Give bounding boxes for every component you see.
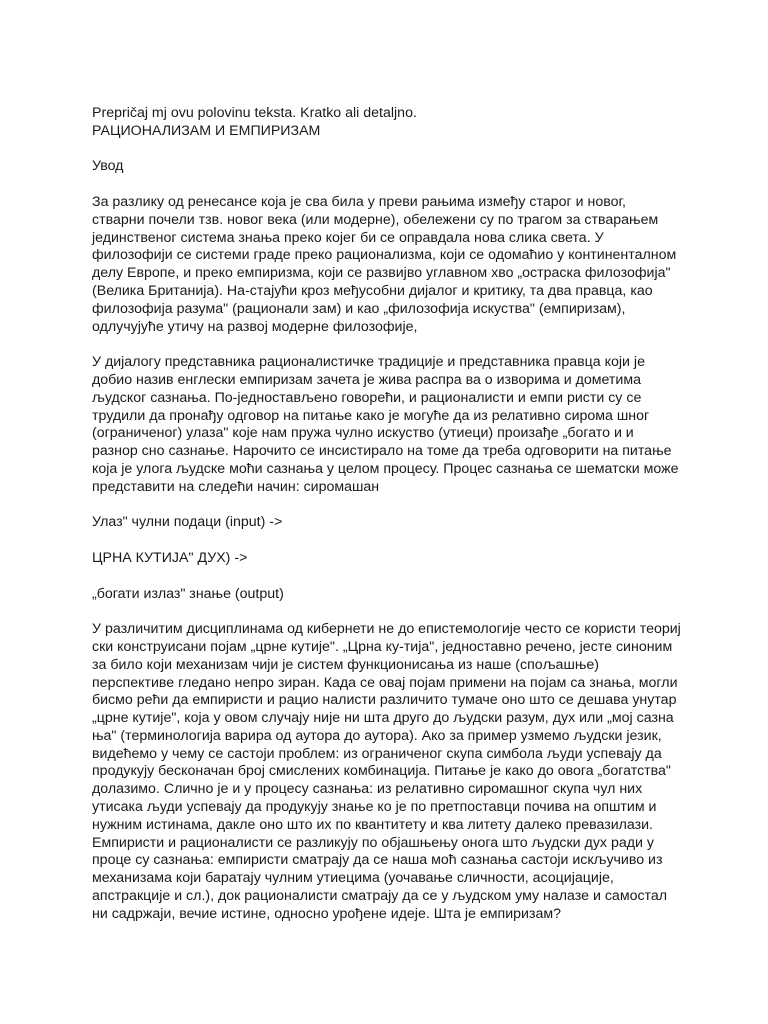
paragraph-black-box: У различитим дисциплинама од кибернети не до епистемологије често се користи теориј ски конструисани појам „црне кутије". „Црна ку-тија", једноставно речено, јесте синоним за било који механизам чији је систем функционисања из наше (спољашње) перспективе гледано непро зиран. Када се овај појам примени на појам са знања, могли бисмо рећи да емпиристи и рацио налисти различито тумаче оно што се дешава унутар „црне кутије", која у овом случају није ни шта друго до људски разум, дух или „мој сазна ња" (терминологија варира од аутора до аутора). Ако за пример узмемо људски језик, видећемо у чему се састоји проблем: из ограниченог скупа симбола људи успевају да продукују бесконачан број смислених комбинација. Питање је како до овога „богатства" долазимо. Слично је и у процесу сазнања: из релативно сиромашног скупа чул них утисака људи успевају да продукују знање ко је по претпоставци почива на општим и нужним истинама, дакле оно што их по квантитету и ква литету далеко превазилази. [92, 621, 681, 833]
spacer [92, 141, 682, 159]
spacer [92, 497, 682, 515]
paragraph-dialogue: У дијалогу представника рационалистичке традиције и представника правца који је добио назив енглески емпиризам зачета је жива распра ва о изворима и дометима људског сазнања. По-једностављено говорећи, и рационалисти и емпи ристи су се трудили да пронађу одговор на питање како је могуће да из релативно сирома шног (ограниченог) улаза" које нам пружа чулно искуство (утиеци) произађе „богато и и разнор сно сазнање. Нарочито се инсистирало на томе да треба одговорити на питање која је улога људске моћи сазнања у целом процесу. Процес сазнања се шематски може представити на следећи начин: сиромашан [92, 354, 679, 495]
prompt-line: Prepričaj mj ovu polovinu teksta. Kratko ali detaljno. [92, 105, 417, 121]
paragraph-empiricists-rationalists: Емпиристи и рационалисти се разликују по објашњењу онога што људски дух ради у проце су сазнања: емпиристи сматрају да се наша моћ сазнања састоји искључиво из механизама који баратају чулним утиецима (уочавање сличности, асоцијације, апстракције и сл.), док рационалисти сматрају да се у људском уму налазе и самостал ни садржаји, вечие истине, односно урођене идеје. Шта је емпиризам? [92, 834, 668, 922]
document-title: РАЦИОНАЛИЗАМ И ЕМПИРИЗАМ [92, 122, 321, 139]
section-heading: Увод [92, 158, 124, 175]
spacer [92, 568, 682, 586]
spacer [92, 603, 682, 621]
spacer [92, 176, 682, 194]
schema-output-line: „богати излаз" знање (output) [92, 585, 284, 602]
spacer [92, 532, 682, 550]
schema-black-box-line: ЦРНА КУТИЈА" ДУХ) -> [92, 549, 248, 566]
paragraph-intro: За разлику од ренесансе која је сва била у преви рањима између старог и новог, стварни почели тзв. новог века (или модерне), обележени су по трагом за стварањем јединственог система знања преко којег би се оправдала нова слика света. У филозофији се системи граде преко рационализма, који се одомаћио у континенталном делу Европе, и преко емпиризма, који се развијво углавном хво „остраска филозофија" (Велика Британија). На-стајући кроз међусобни дијалог и критику, та два правца, као филозофија разума" (рационали зам) и као „филозофија искуства" (емпиризам), одлучујуће утичу на развој модерне филозофије, [92, 193, 677, 335]
schema-input-line: Улаз" чулни подаци (input) -> [92, 514, 283, 531]
spacer [92, 336, 682, 354]
document-page [92, 105, 682, 924]
